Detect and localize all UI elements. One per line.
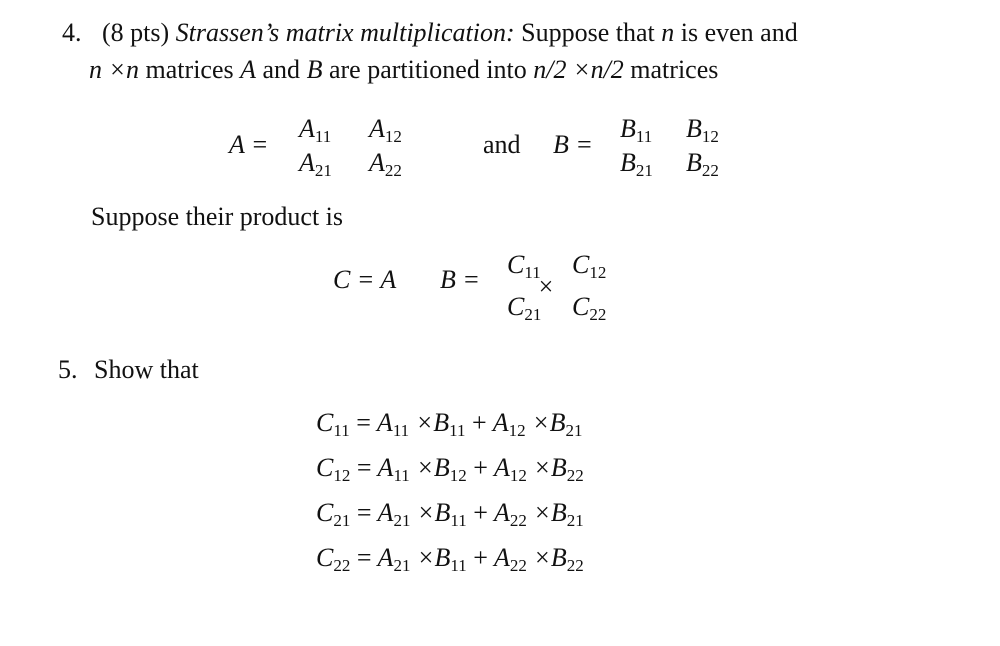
times-symbol: ×: [416, 498, 435, 527]
plus-sign: +: [472, 408, 487, 437]
times-symbol: ×: [533, 543, 551, 572]
problem-text: matrices: [630, 55, 719, 84]
times-symbol: ×: [537, 272, 555, 301]
matrix-b-11: $B_{11}$: [620, 114, 653, 146]
matrix-a-21: $A_{21}$: [299, 148, 332, 180]
times-symbol: ×: [533, 453, 551, 482]
matrix-c-11: $C_{11}$: [507, 250, 541, 282]
matrix-c-21: $C_{21}$: [507, 292, 542, 324]
equation-row: [316, 543, 584, 573]
b-term: $B_{22}$: [550, 453, 584, 485]
lhs-term: $C_{11}$: [316, 408, 350, 440]
a-term: $A_{12}$: [493, 453, 527, 485]
a-term: $A_{21}$: [377, 543, 411, 575]
matrix-b-lhs: B =: [553, 130, 593, 159]
times-symbol: ×: [532, 408, 550, 437]
product-intro: Suppose their product is: [91, 202, 344, 231]
a-term: $A_{22}$: [493, 543, 527, 575]
matrix-b-12: $B_{12}$: [686, 114, 719, 146]
times-symbol: ×: [416, 453, 434, 482]
times-symbol: ×: [108, 55, 127, 84]
b-term: $B_{11}$: [434, 543, 467, 575]
equals-sign: =: [356, 498, 372, 527]
problem-text: Show that: [94, 355, 199, 384]
plus-sign: +: [473, 543, 488, 572]
problem-text-2: is even and: [680, 18, 798, 47]
var-n: n: [89, 55, 102, 84]
problem-number: 5.: [58, 355, 78, 384]
b-term: $B_{21}$: [549, 408, 583, 440]
half-n: n/2: [590, 55, 624, 84]
equals-sign: =: [356, 408, 371, 437]
b-term: $B_{11}$: [434, 498, 467, 530]
a-term: $A_{11}$: [376, 408, 410, 440]
a-term: $A_{22}$: [493, 498, 527, 530]
a-term: $A_{21}$: [377, 498, 411, 530]
points-label: (8 pts): [102, 18, 170, 47]
a-term: $A_{11}$: [377, 453, 410, 485]
times-symbol: ×: [533, 498, 551, 527]
half-n: n/2: [533, 55, 567, 84]
and-between-matrices: and: [483, 130, 521, 159]
matrix-c-12: $C_{12}$: [572, 250, 607, 282]
matrix-b-22: $B_{22}$: [686, 148, 719, 180]
problem-4-line-2: [89, 55, 718, 85]
problem-number: 4.: [62, 18, 82, 47]
times-symbol: ×: [573, 55, 591, 84]
product-lhs-1: C = A: [333, 265, 397, 294]
matrix-a-12: $A_{12}$: [369, 114, 402, 146]
equation-row: [316, 453, 584, 483]
lhs-term: $C_{22}$: [316, 543, 351, 575]
problem-4-line-1: [62, 18, 798, 48]
var-B: B: [306, 55, 323, 84]
b-term: $B_{11}$: [433, 408, 466, 440]
var-A: A: [240, 55, 257, 84]
plus-sign: +: [473, 498, 488, 527]
lhs-term: $C_{12}$: [316, 453, 351, 485]
times-symbol: ×: [415, 408, 434, 437]
var-n: n: [126, 55, 140, 84]
and-text: and: [262, 55, 301, 84]
matrix-a-11: $A_{11}$: [299, 114, 332, 146]
problem-text: are partitioned into: [328, 55, 527, 84]
matrix-b-21: $B_{21}$: [620, 148, 653, 180]
b-term: $B_{21}$: [550, 498, 584, 530]
equation-row: [316, 498, 584, 528]
problem-text: matrices: [145, 55, 234, 84]
lhs-term: $C_{21}$: [316, 498, 351, 530]
product-lhs-2: B =: [440, 265, 480, 294]
b-term: $B_{22}$: [550, 543, 584, 575]
a-term: $A_{12}$: [492, 408, 526, 440]
matrix-a-lhs: A =: [229, 130, 269, 159]
matrix-a-22: $A_{22}$: [369, 148, 402, 180]
equals-sign: =: [356, 453, 372, 482]
var-n: n: [661, 18, 675, 47]
times-symbol: ×: [416, 543, 435, 572]
matrix-c-22: $C_{22}$: [572, 292, 607, 324]
problem-text-1: Suppose that: [521, 18, 655, 47]
equation-row: [316, 408, 583, 438]
plus-sign: +: [473, 453, 488, 482]
problem-5-line: [58, 355, 199, 385]
b-term: $B_{12}$: [433, 453, 467, 485]
problem-title: Strassen’s matrix multiplication:: [175, 18, 515, 47]
equals-sign: =: [356, 543, 372, 572]
